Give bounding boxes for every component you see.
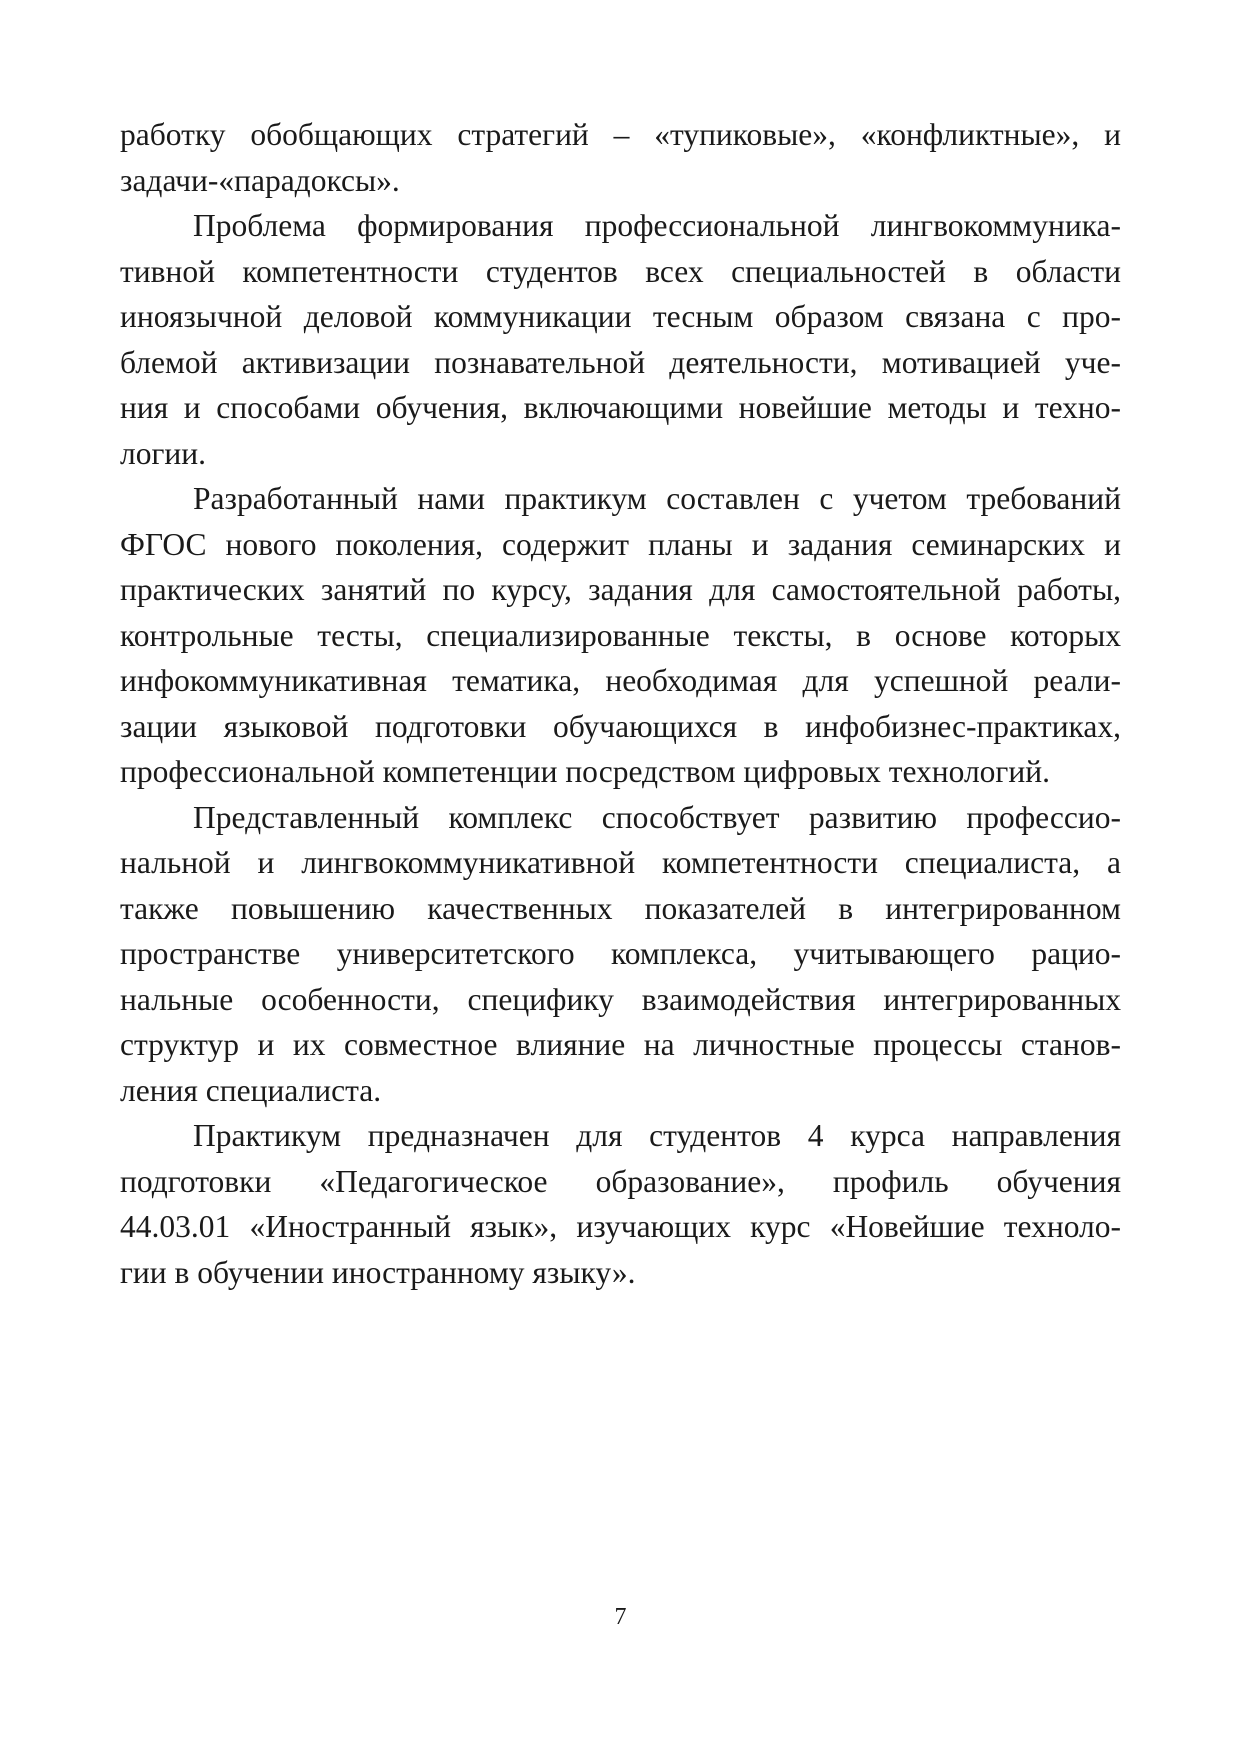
text-line: контрольные тесты, специализированные тексты, в основе которых: [120, 617, 1121, 653]
text-line: иноязычной деловой коммуникации тесным образом связана с про-: [120, 299, 1121, 334]
text-line: инфокоммуникативная тематика, необходимая для успешной реали-: [120, 663, 1121, 698]
page-number: 7: [614, 1604, 627, 1630]
text-line: нальные особенности, специфику взаимодействия интегрированных: [120, 981, 1121, 1017]
text-line: также повышению качественных показателей в интегрированном: [120, 890, 1121, 926]
text-line: ФГОС нового поколения, содержит планы и задания семинарских и: [120, 526, 1121, 562]
paragraph: [120, 112, 1121, 203]
text-line: 44.03.01 «Иностранный язык», изучающих курс «Новейшие техноло-: [120, 1209, 1121, 1244]
text-line: нальной и лингвокоммуникативной компетентности специалиста, а: [120, 845, 1121, 880]
text-line: работку обобщающих стратегий – «тупиковые», «конфликтные», и: [120, 117, 1121, 152]
text-line: блемой активизации познавательной деятельности, мотивацией уче-: [120, 344, 1121, 380]
paragraph: [120, 1113, 1121, 1295]
text-line: тивной компетентности студентов всех специальностей в области: [120, 253, 1121, 289]
text-line: Практикум предназначен для студентов 4 курса направления: [193, 1118, 1121, 1153]
text-line: практических занятий по курсу, задания для самостоятельной работы,: [120, 572, 1121, 607]
document-page: [120, 112, 1121, 1295]
paragraph: [120, 476, 1121, 795]
text-line: Проблема формирования профессиональной лингвокоммуника-: [193, 208, 1121, 243]
text-line: зации языковой подготовки обучающихся в инфобизнес-практиках,: [120, 708, 1121, 744]
text-line: Представленный комплекс способствует развитию профессио-: [193, 799, 1121, 835]
text-line: ления специалиста.: [120, 1072, 382, 1108]
text-line: подготовки «Педагогическое образование», профиль обучения: [120, 1163, 1121, 1199]
text-line: пространстве университетского комплекса, учитывающего рацио-: [120, 936, 1121, 971]
paragraph: [120, 203, 1121, 476]
text-line: Разработанный нами практикум составлен с учетом требований: [193, 481, 1121, 516]
text-line: профессиональной компетенции посредством цифровых технологий.: [120, 754, 1050, 789]
paragraph: [120, 795, 1121, 1114]
text-line: гии в обучении иностранному языку».: [120, 1254, 636, 1290]
text-line: логии.: [120, 435, 206, 471]
text-line: структур и их совместное влияние на личностные процессы станов-: [120, 1027, 1121, 1062]
text-line: задачи-«парадоксы».: [120, 162, 400, 198]
text-line: ния и способами обучения, включающими новейшие методы и техно-: [120, 390, 1121, 425]
